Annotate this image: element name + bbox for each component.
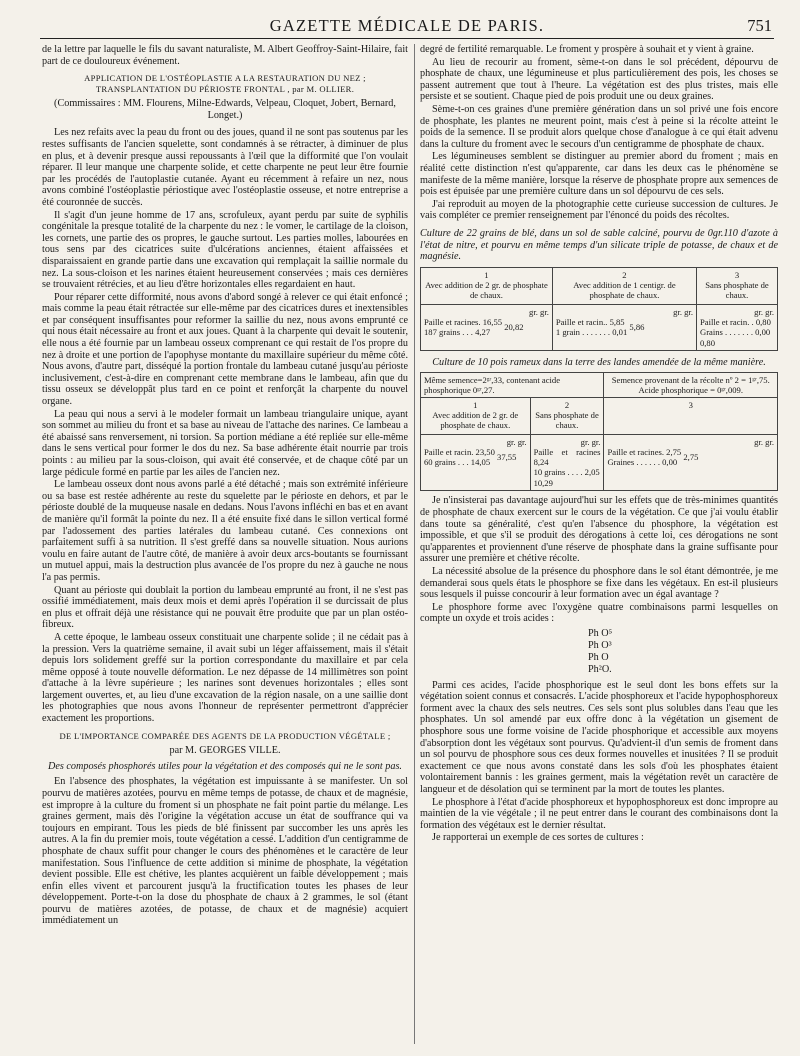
paragraph: La nécessité absolue de la présence du phosphore dans le sol étant démontrée, je me demanderai sous quels états le phosphore se fixe dans les végétaux. En est-il plusieurs sous lesquels il puisse concourir à leur formation avec un égal avantage ? xyxy=(420,565,778,601)
paragraph: A cette époque, le lambeau osseux constituait une charpente solide ; il ne cédait pas à la pression. Vers la quatrième semaine, il avait subi un léger affaissement, mais il s'était depuis lors solidement greffé sur la portion correspondante du maxillaire et par cela même opposé à toute nouvelle déformation. Le nez dépasse de 14 millimètres son point d'attache à la lèvre supérieure ; les narines sont devenues horizontales ; elles sont largement ouvertes, et, au lieu d'une excavation de la région nasale, on a une saillie dont les photographies que nous avons l'honneur de représenter permettront d'apprécier exactement les proportions. xyxy=(42,631,408,725)
paragraph: La peau qui nous a servi à le modeler formait un lambeau triangulaire unique, ayant son sommet au milieu du front et sa base au niveau de l'attache des narines. Ce lambeau a été abaissé sans renversement, ni torsion. Sa portion médiane a été repliée sur elle-même dans le sens vertical pour former le dos du nez. Sa base adhérente était nourrie par trois points : au milieu par la sous-cloison, qui avait été conservée, et de chaque côté par un large pédicule formé en partie par les ailes de l'ancien nez. xyxy=(42,408,408,478)
page-number: 751 xyxy=(747,16,772,35)
paragraph: Pour réparer cette difformité, nous avons d'abord songé à relever ce qui était enfoncé ; mais comme la peau était rétractée sur elle-même par des cicatrices dures et inextensibles et par conséquent insuffisantes pour reformer la saillie du nez, nous avons emprunté ce qui nous était nécessaire au front et aux joues. Quant à la charpente qui devait le soutenir, elle nous a été fournie par un lambeau osseux comprenant ce qui restait de l'os propre du nez à droite et une portion de l'apophyse montante du maxillaire supérieur du même côté. Nous avons, d'autre part, disséqué la portion frontale du lambeau cutané jusqu'au périoste inclusivement, c'est-à-dire en comprenant cette membrane dans le lambeau, afin que du tissu osseux se développât plus tard en ce point et renforçât la charpente du nouvel organe. xyxy=(42,291,408,408)
formula: Ph²O. xyxy=(588,664,612,676)
phosphorus-formulas xyxy=(588,628,778,677)
section-author: par M. GEORGES VILLE. xyxy=(169,745,281,757)
paragraph: Le lambeau osseux dont nous avons parlé a été détaché ; mais son extrémité inférieure ou sa base est restée adhérente au reste du squelette par le périoste en dehors, et par le périoste doublé de la muqueuse nasale en dedans. Nous l'avons infléchi en bas et en avant de manière qu'il formât la pointe du nez. Il a été ensuite fixé dans le sillon vertical formé par l'adossement des parties latérales du lambeau cutané. Ces connexions ont parfaitement suffi à sa nutrition. Il s'est greffé dans sa nouvelle situation. Nous aurions voulu en faire autant de l'autre côté, de manière à avoir deux arcs-boutants se fournissant un mutuel appui, mais la destruction plus avancée de l'os propre du nez à gauche ne nous l'a pas permis. xyxy=(42,479,408,583)
section-title-osteoplastie: APPLICATION DE L'OSTÉOPLASTIE A LA RESTAURATION DU NEZ ; TRANSPLANTATION DU PÉRIOSTE FRONTAL , par M. OLLIER. xyxy=(84,73,366,94)
intro-paragraph: de la lettre par laquelle le fils du savant naturaliste, M. Albert Geoffroy-Saint-Hilaire, fait part de ce douloureux événement. xyxy=(42,44,408,67)
table-seed-note: Semence provenant de la récolte nº 2 = 1ᵍʳ,75. Acide phosphorique = 0ᵍʳ,009. xyxy=(604,373,778,398)
table-header-cell: 2 Sans phosphate de chaux. xyxy=(530,398,604,435)
paragraph: Il s'agit d'un jeune homme de 17 ans, scrofuleux, ayant perdu par suite de syphilis congénitale la presque totalité de la charpente du nez : le vomer, le cartilage de la cloison, les cornets, une partie des os propres, le gauche surtout. Les parties molles, labourées en tous sens par des cicatrices suite d'ulcérations anciennes, étaient affaissées et disparaissaient en grande partie dans une excavation qui remplaçait la saillie normale du nez. La sous-cloison et les narines étaient heureusement conservées ; mais ces dernières se trouvaient rétrécies, et au lieu d'être horizontales elles regardaient en haut. xyxy=(42,209,408,291)
table-data-cell: gr. gr. Paille et racin. . 0,80 Grains . . . . . . . 0,00 0,80 xyxy=(696,304,777,350)
table-header-cell: 2 Avec addition de 1 centigr. de phosphate de chaux. xyxy=(552,267,696,304)
paragraph: Les nez refaits avec la peau du front ou des joues, quand il ne sont pas soutenus par les restes suffisants de l'ancien squelette, sont condamnés à se rétracter, à diminuer de plus en plus, et à devenir presque aussi repoussants à l'œil que la difformité que l'on voulait réparer. Il leur manque une charpente solide, et cette charpente ne peut leur être fournie par les procédés de l'autoplastie cutanée. Ayant eu récemment à refaire un nez, nous avons combiné l'ostéoplastie périostique avec l'ostéoplastie osseuse, et notre entreprise a été couronnée de succès. xyxy=(42,127,408,208)
left-column xyxy=(42,44,408,927)
table-data-cell: gr. gr. Paille et racin. 23,50 60 grains . . . 14,05 37,55 xyxy=(421,435,531,491)
paragraph: Je rapporterai un exemple de ces sortes de cultures : xyxy=(432,832,644,844)
paragraph: Sème-t-on ces graines d'une première génération dans un sol privé une fois encore de phosphate, les plantes ne meurent point, mais c'est à peine si la récolte atteint le poids de la semence. Il se produit alors quelque chose d'analogue à ce qui était advenu dans la culture du froment avec le secours d'un centigramme de phosphate de chaux. xyxy=(420,103,778,150)
formula: Ph O xyxy=(588,652,609,664)
paragraph: degré de fertilité remarquable. Le froment y prospère à souhait et y vient à graine. xyxy=(420,44,754,55)
journal-title: GAZETTE MÉDICALE DE PARIS. xyxy=(269,16,545,35)
table-header-cell: 3 xyxy=(604,398,778,435)
table-seed-note: Même semence=2ᵍʳ,33, contenant acide phosphorique 0ᵍʳ,27. xyxy=(421,373,604,398)
table2-caption: Culture de 10 pois rameux dans la terre des landes amendée de la même manière. xyxy=(432,356,766,368)
paragraph: Au lieu de recourir au froment, sème-t-on dans le sol précédent, dépourvu de phosphate de chaux, une légumineuse et plus particulièrement des pois, les choses se passent autrement que tout à l'heure. La végétation est des plus tristes, mais elle persiste et se soutient. Chaque pied de pois produit une ou deux graines. xyxy=(420,56,778,103)
table-data-cell: gr. gr. Paille et racines 8,24 10 grains . . . . 2,05 10,29 xyxy=(530,435,604,491)
results-table-2 xyxy=(420,372,778,491)
formula: Ph O³ xyxy=(588,640,612,652)
paragraph: J'ai reproduit au moyen de la photographie cette curieuse succession de cultures. Je vais compléter ce premier renseignement par l'énoncé du poids des récoltes. xyxy=(420,198,778,222)
paragraph: Le phosphore forme avec l'oxygène quatre combinaisons parmi lesquelles on compte un oxyde et trois acides : xyxy=(420,601,778,625)
table-header-cell: 1 Avec addition de 2 gr. de phosphate de chaux. xyxy=(421,398,531,435)
table-data-cell: gr. gr. Paille et racin.. 5,85 1 grain . . . . . . . 0,01 5,86 xyxy=(552,304,696,350)
paragraph: Quant au périoste qui doublait la portion du lambeau emprunté au front, il ne s'est pas ossifié immédiatement, mais deux mois et demi après l'opération il se durcissait de plus en plus et offrait déjà une résistance qui ne pouvait être produite que par un plan ostéo-fibreux. xyxy=(42,584,408,631)
right-column xyxy=(420,44,778,844)
table-data-cell: gr. gr. Paille et racines. 2,75 Graines . . . . . . 0,00 2,75 xyxy=(604,435,778,491)
commission-list: (Commissaires : MM. Flourens, Milne-Edwards, Velpeau, Cloquet, Jobert, Bernard, Longet.) xyxy=(54,98,396,121)
table-header-cell: 1 Avec addition de 2 gr. de phosphate de chaux. xyxy=(421,267,553,304)
page-header xyxy=(40,14,774,39)
table-header-cell: 3 Sans phosphate de chaux. xyxy=(696,267,777,304)
column-divider xyxy=(414,44,415,1044)
table1-caption: Culture de 22 grains de blé, dans un sol de sable calciné, pourvu de 0gr.110 d'azote à l'état de nitre, et pourvu en même temps d'un silicate triple de potasse, de chaux et de magnésie. xyxy=(420,227,778,263)
results-table-1 xyxy=(420,267,778,351)
section-title-production-vegetale: DE L'IMPORTANCE COMPARÉE DES AGENTS DE LA PRODUCTION VÉGÉTALE ; xyxy=(59,730,391,741)
paragraph: Je n'insisterai pas davantage aujourd'hui sur les effets que de très-minimes quantités de phosphate de chaux exercent sur le cours de la végétation. Ce que j'ai voulu établir dans toute sa généralité, c'est qu'en l'absence du phosphore, la végétation est impossible, et que s'il se produit des dérogations à cette loi, ces dérogations ne sont qu'apparentes et proviennent d'une réserve de phosphate dans la graine suffisante pour assurer une première et chétive récolte. xyxy=(420,495,778,565)
paragraph: En l'absence des phosphates, la végétation est impuissante à se manifester. Un sol pourvu de matières azotées, pourvu en même temps de potasse, de chaux et de magnésie, est impropre à la culture du froment si un phosphate ne fait point partie du mélange. Les graines germent, mais dès l'origine la végétation accuse un état de souffrance qui va toujours en empirant. Tous les pieds de blé finissent par succomber les uns après les autres. A la fin du premier mois, toute végétation a cessé. L'addition d'un centigramme de phosphate de chaux suffit pour changer le cours des phénomènes et le caractère de leur manifestation. Sous l'influence de cette addition si minime de phosphate, la végétation devient possible. Elle est chétive, les plantes acquièrent un faible développement ; mais enfin elles vivent et parcourent jusqu'à la fructification toutes les phases de leur développement. Porte-t-on la dose du phosphate de chaux à 2 grammes, le sol (étant pourvu de matières azotées, de potasse, de chaux et de magnésie) acquiert immédiatement un xyxy=(42,776,408,927)
formula: Ph O⁵ xyxy=(588,627,613,639)
table-data-cell: gr. gr. Paille et racines. 16,55 187 grains . . . 4,27 20,82 xyxy=(421,304,553,350)
section-subtitle: Des composés phosphorés utiles pour la végétation et des composés qui ne le sont pas. xyxy=(48,760,402,772)
paragraph: Le phosphore à l'état d'acide phosphoreux et hypophosphoreux est donc impropre au maintien de la vie végétale ; il ne peut entrer dans le courant des combinaisons dont la formation des végétaux est le dernier résultat. xyxy=(420,796,778,831)
paragraph: Parmi ces acides, l'acide phosphorique est le seul dont les bons effets sur la végétation soient connus et consacrés. L'acide phosphoreux et l'acide hypophosphoreux forment avec la chaux des sels neutres. Ces sels sont plus solubles dans l'eau que les phosphates. Un sol amendé par eux offre donc à la végétation un gisement de phosphore sous une forme voisine de l'acide phosphorique et accessible aux moyens d'absorption dont les végétaux sont pourvus. Qu'advient-il d'un semis de froment dans un sol pourvu de phosphore sous ces deux formes nouvelles et inusitées ? Il se produit exactement ce que nous avons constaté dans les sols d'où les phosphates étaient volontairement bannis : les graines germent, mais la végétation revêt un caractère de langueur et de désolation qui se terminent par la mort de toutes les plantes. xyxy=(420,679,778,796)
paragraph: Les légumineuses semblent se distinguer au premier abord du froment ; mais en réalité cette distinction n'est qu'apparente, car dans les deux cas le phénomène se manifeste de la même manière, lorsque la réserve de phosphate propre aux semences de pois est épuisée par une première culture dans un sol dépourvu de ces sels. xyxy=(420,151,778,198)
